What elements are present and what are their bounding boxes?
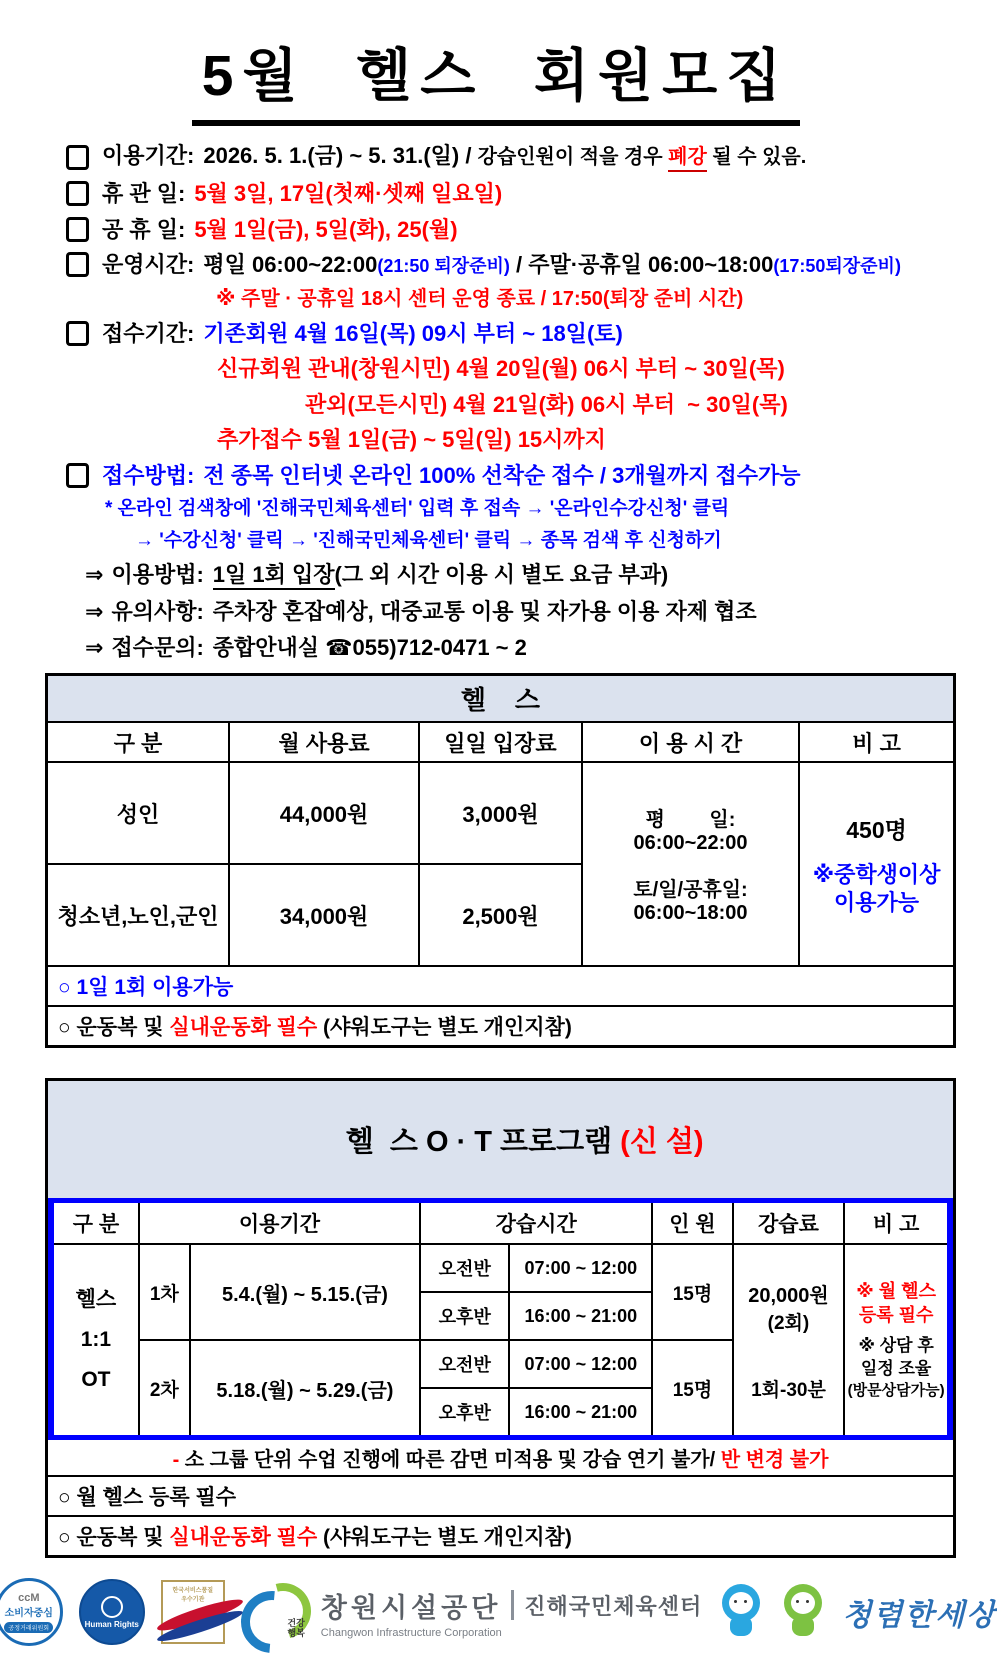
closed-days-label: 휴 관 일: — [102, 181, 186, 206]
fee-cell: 20,000원 (2회) 1회-30분 — [733, 1244, 845, 1435]
ot-table-title: 헬 스 O · T 프로그램 (신 설) — [48, 1081, 953, 1198]
center-name: 진해국민체육센터 — [524, 1593, 703, 1619]
col-fee: 강습료 — [733, 1203, 845, 1244]
col-category: 구 분 — [48, 723, 229, 762]
row-youth-monthly: 34,000원 — [229, 864, 419, 965]
holidays-label: 공 휴 일: — [102, 216, 186, 242]
info-row-contact — [66, 634, 992, 662]
round-2-period: 5.18.(월) ~ 5.29.(금) — [190, 1340, 420, 1435]
col-hours: 이 용 시 간 — [582, 723, 799, 762]
program-name-cell: 헬스 1:1 OT — [54, 1244, 139, 1435]
row-adult-monthly: 44,000원 — [229, 762, 419, 864]
info-section — [66, 142, 992, 661]
round-1-period: 5.4.(월) ~ 5.15.(금) — [190, 1244, 420, 1340]
registration-new-nonlocal: 관외(모든시민) 4월 21일(화) 06시 부터 ~ 30일(목) — [305, 391, 788, 417]
closed-days-value: 5월 3일, 17일(첫째·셋째 일요일) — [194, 181, 503, 206]
integrity-slogan: 청렴한세상 — [842, 1599, 997, 1632]
ot-program-table — [45, 1078, 956, 1558]
health-fee-grid — [48, 723, 953, 965]
operating-hours-label: 운영시간: — [102, 252, 195, 277]
usage-period-value: 2026. 5. 1.(금) ~ 5. 31.(일) / — [203, 143, 478, 168]
health-happiness-logo: 건강 행복 — [241, 1583, 305, 1641]
contact-phone: 종합안내실 ☎055)712-0471 ~ 2 — [212, 634, 527, 660]
checkbox-icon — [66, 252, 89, 277]
round-1-am-label: 오전반 — [420, 1244, 509, 1292]
ot-note: - 소 그룹 단위 수업 진행에 따른 감면 미적용 및 강습 연기 불가/ 반 변경 불가 — [48, 1440, 953, 1477]
weekday-hours: 평일 06:00~22:00 — [203, 252, 378, 277]
info-row-caution — [66, 598, 992, 626]
ot-header-row — [54, 1203, 947, 1244]
caution-text: 주차장 혼잡예상, 대중교통 이용 및 자가용 이용 자제 협조 — [212, 599, 757, 624]
green-mascot-icon — [780, 1584, 826, 1640]
checkbox-icon — [66, 145, 89, 170]
holidays-value: 5월 1일(금), 5일(화), 25(월) — [194, 216, 458, 242]
info-row-holidays — [66, 216, 992, 244]
round-1-am-time: 07:00 ~ 12:00 — [509, 1244, 652, 1292]
usage-period-note2: 될 수 있음. — [706, 146, 807, 168]
divider — [511, 1590, 514, 1620]
col-daily-fee: 일일 입장료 — [419, 723, 582, 762]
registration-new-local: 신규회원 관내(창원시민) 4월 20일(월) 06시 부터 ~ 30일(목) — [217, 356, 785, 381]
ot-footnote-1: ○ 월 헬스 등록 필수 — [48, 1477, 953, 1517]
registration-existing: 기존회원 4월 16일(목) 09시 부터 ~ 18일(토) — [203, 320, 623, 346]
row-adult-name: 성인 — [48, 762, 229, 864]
round-2-pm-label: 오후반 — [420, 1388, 509, 1435]
health-footnote-2: ○ 운동복 및 실내운동화 필수 (샤워도구는 별도 개인지참) — [48, 1005, 953, 1045]
checkbox-icon — [66, 217, 89, 242]
remarks-cell: 450명 ※중학생이상 이용가능 — [799, 762, 953, 965]
info-row-method — [66, 462, 992, 490]
weekend-closing-notice: ※ 주말 · 공휴일 18시 센터 운영 종료 / 17:50(퇴장 준비 시간) — [216, 287, 744, 310]
page-title: 5월 헬스 회원모집 — [192, 30, 800, 126]
person-icon — [101, 1596, 123, 1618]
table-row — [54, 1244, 947, 1292]
ot-program-grid — [54, 1203, 947, 1435]
online-step-2: → '수강신청' 클릭 → '진해국민체육센터' 클릭 → 종목 검색 후 신청하기 — [135, 529, 722, 551]
info-row-operating-hours — [66, 251, 992, 279]
org-name-english: Changwon Infrastructure Corporation — [320, 1626, 502, 1639]
health-table-header-row — [48, 723, 953, 762]
ot-table-blue-frame — [48, 1198, 953, 1440]
round-1: 1차 — [139, 1244, 190, 1340]
weekend-exit-note: (17:50퇴장준비) — [773, 256, 901, 276]
row-youth-name: 청소년,노인,군인 — [48, 864, 229, 965]
row-adult-daily: 3,000원 — [419, 762, 582, 864]
weekend-hours: / 주말·공휴일 06:00~18:00 — [509, 252, 774, 277]
usage-period-note: 강습인원이 적을 경우 — [477, 146, 669, 168]
row-youth-daily: 2,500원 — [419, 864, 582, 965]
col-capacity: 인 원 — [652, 1203, 732, 1244]
registration-label: 접수기간: — [102, 320, 195, 346]
online-step-1: * 온라인 검색창에 '진해국민체육센터' 입력 후 접속 → '온라인수강신청' 클릭 — [105, 498, 730, 519]
round-1-capacity: 15명 — [652, 1244, 732, 1340]
round-2-am-label: 오전반 — [420, 1340, 509, 1388]
round-2: 2차 — [139, 1340, 190, 1435]
title-section — [0, 30, 992, 126]
method-label: 접수방법: — [102, 462, 195, 488]
human-rights-logo: Human Rights — [79, 1579, 145, 1645]
health-fee-table — [45, 673, 956, 1048]
info-row-usage-period — [66, 142, 992, 172]
col-category: 구 분 — [54, 1203, 139, 1244]
poster-page — [0, 30, 997, 1639]
col-class-time: 강습시간 — [420, 1203, 652, 1244]
ot-new-badge: (신 설) — [620, 1126, 704, 1158]
contact-label: 접수문의: — [111, 634, 204, 660]
weekday-exit-note: (21:50 퇴장준비) — [377, 256, 510, 276]
ccm-consumer-logo: ccM 소비자중심 공정거래위원회 — [0, 1578, 63, 1646]
hours-cell: 평 일: 06:00~22:00 토/일/공휴일: 06:00~18:00 — [582, 762, 799, 965]
info-row-registration — [66, 320, 992, 348]
service-quality-logo: 한국서비스품질 우수기관 — [161, 1580, 225, 1644]
table-row — [48, 762, 953, 864]
col-period: 이용기간 — [139, 1203, 420, 1244]
health-footnote-1: ○ 1일 1회 이용가능 — [48, 965, 953, 1005]
info-row-usage-method — [66, 561, 992, 591]
round-1-pm-label: 오후반 — [420, 1292, 509, 1340]
round-2-pm-time: 16:00 ~ 21:00 — [509, 1388, 652, 1435]
checkbox-icon — [66, 181, 89, 206]
health-table-title: 헬 스 — [48, 676, 953, 723]
double-arrow-icon: ⇒ — [85, 561, 104, 587]
checkbox-icon — [66, 463, 89, 488]
ot-footnote-2: ○ 운동복 및 실내운동화 필수 (샤워도구는 별도 개인지참) — [58, 1526, 572, 1549]
round-2-am-time: 07:00 ~ 12:00 — [509, 1340, 652, 1388]
registration-extra: 추가접수 5월 1일(금) ~ 5일(일) 15시까지 — [217, 427, 606, 452]
double-arrow-icon: ⇒ — [85, 634, 104, 660]
usage-method-label: 이용방법: — [111, 561, 204, 587]
checkbox-icon — [66, 321, 89, 346]
blue-mascot-icon — [718, 1584, 764, 1640]
col-remarks: 비 고 — [799, 723, 953, 762]
organization-logo — [321, 1586, 703, 1639]
double-arrow-icon: ⇒ — [85, 599, 104, 624]
col-monthly-fee: 월 사용료 — [229, 723, 419, 762]
usage-period-label: 이용기간: — [102, 143, 195, 168]
ot-remarks-cell: ※ 월 헬스 등록 필수 ※ 상담 후 일정 조율 (방문상담가능) — [844, 1244, 947, 1435]
org-name: 창원시설공단 — [320, 1592, 502, 1623]
caution-label: 유의사항: — [111, 599, 204, 624]
col-remarks: 비 고 — [844, 1203, 947, 1244]
usage-method-underlined: 1일 1회 입장 — [213, 561, 335, 591]
round-1-pm-time: 16:00 ~ 21:00 — [509, 1292, 652, 1340]
usage-method-rest: (그 외 시간 이용 시 별도 요금 부과) — [334, 561, 669, 587]
info-row-closed-days — [66, 180, 992, 208]
capacity-note: 450명 — [846, 817, 907, 843]
footer-logos — [0, 1578, 997, 1646]
usage-period-cancel: 폐강 — [668, 145, 707, 172]
method-value: 전 종목 인터넷 온라인 100% 선착순 접수 / 3개월까지 접수가능 — [203, 462, 801, 488]
round-2-capacity: 15명 — [652, 1340, 732, 1435]
